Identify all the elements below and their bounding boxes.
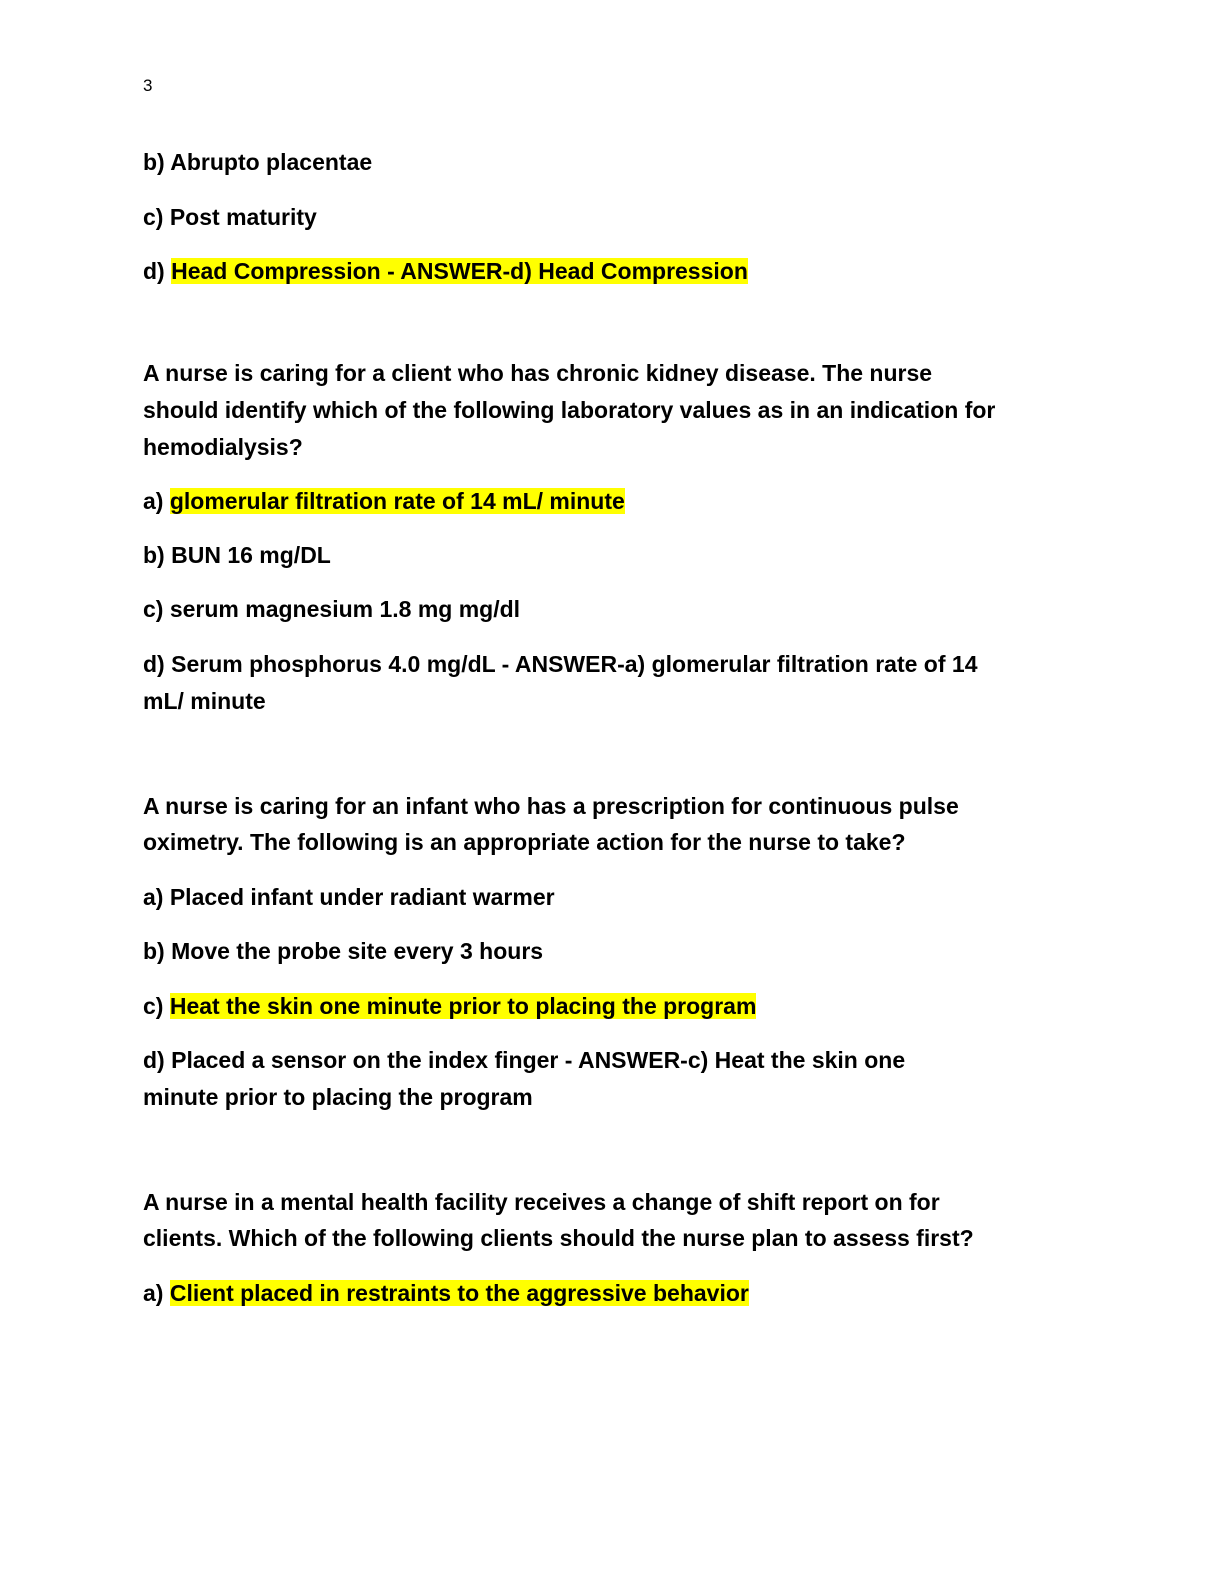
question-text-line: [143, 1184, 940, 1220]
question-text: A nurse is caring for an infant who has a prescription for continuous pulse: [143, 793, 959, 819]
answer-option-c: [143, 199, 317, 235]
option-prefix: d): [143, 651, 172, 677]
option-text: BUN 16 mg/DL: [171, 542, 331, 568]
question-text: oximetry. The following is an appropriate action for the nurse to take?: [143, 829, 906, 855]
highlighted-answer: glomerular filtration rate of 14 mL/ minute: [169, 488, 625, 514]
answer-option-b: [143, 537, 331, 573]
option-prefix: d): [143, 258, 172, 284]
answer-option-d: [143, 646, 978, 682]
option-prefix: a): [143, 1280, 170, 1306]
highlighted-answer: Head Compression - ANSWER-d) Head Compression: [171, 258, 748, 284]
option-text: Placed infant under radiant warmer: [169, 884, 555, 910]
answer-option-a-correct: [143, 483, 625, 519]
option-prefix: a): [143, 488, 170, 514]
option-prefix: b): [143, 542, 172, 568]
answer-option-b: [143, 933, 543, 969]
question-text: A nurse in a mental health facility receives a change of shift report on for: [143, 1189, 940, 1215]
option-prefix: b): [143, 938, 172, 964]
answer-option-d: [143, 1042, 905, 1078]
option-text: Post maturity: [169, 204, 317, 230]
option-text: serum magnesium 1.8 mg mg/dl: [169, 596, 521, 622]
question-text-line: [143, 355, 932, 391]
option-text: Placed a sensor on the index finger - ANSWER-c) Heat the skin one: [171, 1047, 906, 1073]
option-text: minute prior to placing the program: [143, 1084, 533, 1110]
page-number: 3: [143, 76, 153, 95]
option-prefix: b): [143, 149, 171, 175]
option-text: mL/ minute: [143, 688, 266, 714]
option-text: Abrupto placentae: [170, 149, 373, 175]
question-text-line: [143, 1220, 974, 1256]
question-text-line: [143, 392, 995, 428]
answer-option-b: [143, 144, 372, 180]
question-text-line: [143, 788, 959, 824]
option-prefix: d): [143, 1047, 172, 1073]
question-text-line: [143, 429, 303, 465]
answer-continuation: [143, 1079, 533, 1115]
question-text: A nurse is caring for a client who has chronic kidney disease. The nurse: [143, 360, 933, 386]
option-text: Move the probe site every 3 hours: [171, 938, 544, 964]
highlighted-answer: Heat the skin one minute prior to placing the program: [169, 993, 757, 1019]
highlighted-answer: Client placed in restraints to the aggressive behavior: [169, 1280, 749, 1306]
answer-option-c-correct: [143, 988, 756, 1024]
option-prefix: c): [143, 596, 170, 622]
question-text: clients. Which of the following clients should the nurse plan to assess first?: [143, 1225, 974, 1251]
answer-option-d-correct: [143, 253, 748, 289]
answer-continuation: [143, 683, 266, 719]
question-text-line: [143, 824, 906, 860]
answer-option-a-correct: [143, 1275, 749, 1311]
option-prefix: a): [143, 884, 170, 910]
option-text: Serum phosphorus 4.0 mg/dL - ANSWER-a) glomerular filtration rate of 14: [171, 651, 978, 677]
option-prefix: c): [143, 204, 170, 230]
question-text: should identify which of the following laboratory values as in an indication for: [143, 397, 996, 423]
answer-option-a: [143, 879, 555, 915]
answer-option-c: [143, 591, 520, 627]
option-prefix: c): [143, 993, 170, 1019]
question-text: hemodialysis?: [143, 434, 303, 460]
